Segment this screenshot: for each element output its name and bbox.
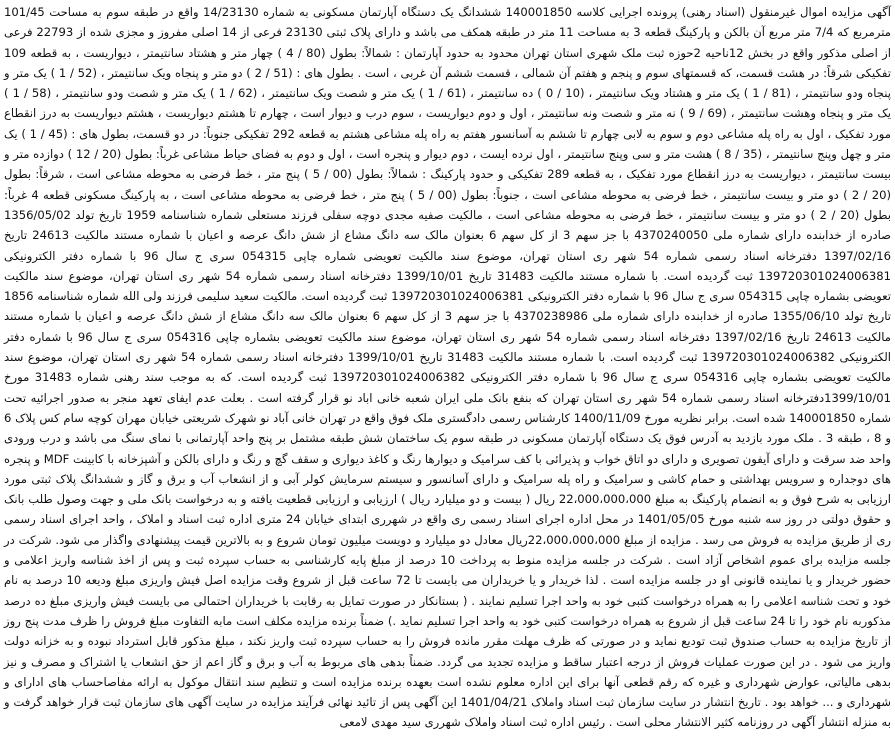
notice-body-text: آگهی مزایده اموال غیرمنقول (اسناد رهنی) پرونده اجرایی کلاسه 140001850 ششدانگ یک دستگاه آپارتمان مسکونی به شماره 14/23130 واقع در طبقه سوم به مساحت 101/45 مترمربع که 7/4 متر مربع آن بالکن و پارکینگ قطعه 3 به مساحت 11 متر در طبقه همکف می باشد و دارای پلاک ثبتی 23130 فرعی از 14 اصلی مفروز و مجزی شده از 22793 فرعی از اصلی مذکور واقع در بخش 12ناحیه 2حوزه ثبت ملک شهری استان تهران محدود به حدود آپارتمان : شمالاً: بطول (80 / 4 ) چهار متر و هشتاد سانتیمتر ، دیواریست ، به قطعه 109 تفکیکی شرقاً: در هشت قسمت، که قسمتهای سوم و پنجم و هفتم آن شمالی ، قسمت ششم آن غربی ، است . بطول های : (51 / 2 ) دو متر و پنجاه ویک سانتیمتر ، (52 / 1 ) یک متر و پنجاه ودو سانتیمتر ، (81 / 1 ) یک متر و هشتاد ویک سانتیمتر ، (10 / 0 ) ده سانتیمتر ، (61 / 1 ) یک متر و شصت ویک سانتیمتر ، (62 / 1 ) یک متر و شصت ودو سانتیمتر ، (58 / 1 ) یک متر و پنجاه وهشت سانتیمتر ، (69 / 9 ) نه متر و شصت ونه سانتیمتر ، اول و دوم دیواریست ، سوم درب و دیوار است ، چهارم تا هشتم دیواریست ، هشتم دیواریست به درز انقطاع مورد تفکیک ، اول به راه پله مشاعی دوم و سوم به لابی چهارم تا ششم به آسانسور هفتم به راه پله مشاعی هشتم به قطعه 292 تفکیکی جنوباً: در دو قسمت، بطول های : (45 / 1 ) یک متر و چهل وپنج سانتیمتر ، (35 / 8 ) هشت متر و سی وپنج سانتیمتر ، اول نرده ایست ، دوم دیوار و پنجره است ، اول و دوم به فضای حیاط مشاعی غرباً: بطول (20 / 12 ) دوازده متر و بیست سانتیمتر ، دیواریست به درز انقطاع مورد تفکیک ، به قطعه 289 تفکیکی و حدود پارکینگ : شمالاً: بطول (00 / 5 ) پنج متر ، خط فرضی به محوطه مشاعی است ، شرقاً: بطول (20 / 2 ) دو متر و بیست سانتیمتر ، خط فرضی به محوطه مشاعی است ، جنوباً: بطول (00 / 5 ) پنج متر ، خط فرضی به محوطه مشاعی است ، به پارکینگ مسکونی قطعه 4 غرباً: بطول (20 / 2 ) دو متر و بیست سانتیمتر ، خط فرضی به محوطه مشاعی است ، مالکیت صفیه مجدی دوچه سفلی فرزند مستعلی شماره شناسنامه 1959 تاریخ تولد 1356/05/02 صادره از خدابنده دارای شماره ملی 4370240050 با جز سهم 3 از کل سهم 6 بعنوان مالک سه دانگ مشاع از شش دانگ عرصه و اعیان با شماره مستند مالکیت 24613 تاریخ 1397/02/16 دفترخانه اسناد رسمی شماره 54 شهر ری استان تهران، موضوع سند مالکیت تعویضی شماره چاپی 054315 سری ج سال 96 با شماره دفتر الکترونیکی 139720301024006381 ثبت گردیده است. با شماره مستند مالکیت 31483 تاریخ 1399/10/01 دفترخانه اسناد رسمی شماره 54 شهر ری استان تهران، موضوع سند مالکیت تعویضی بشماره چاپی 054315 سری ج سال 96 با شماره دفتر الکترونیکی 139720301024006381 ثبت گردیده است. مالکیت سعید سلیمی فرزند ولی الله شماره شناسنامه 1856 تاریخ تولد 1355/06/10 صادره از خدابنده دارای شماره ملی 4370238986 با جز سهم 3 از کل سهم 6 بعنوان مالک سه دانگ مشاع از شش دانگ عرصه و اعیان با شماره مستند مالکیت 24613 تاریخ 1397/02/16 دفترخانه اسناد رسمی شماره 54 شهر ری استان تهران، موضوع سند مالکیت تعویضی بشماره چاپی 054316 سری ج سال 96 با شماره دفتر الکترونیکی 139720301024006382 ثبت گردیده است. با شماره مستند مالکیت 31483 تاریخ 1399/10/01 دفترخانه اسناد رسمی شماره 54 شهر ری استان تهران، موضوع سند مالکیت تعویضی بشماره چاپی 054316 سری ج سال 96 با شماره دفتر الکترونیکی 139720301024006382 ثبت گردیده است. که به موجب سند رهنی شماره 31483 مورخ 1399/10/01دفترخانه اسناد رسمی شماره 54 شهر ری استان تهران که بنفع بانک ملی ایران شعبه خانی اباد نو قرار گرفته است . بعلت عدم ایفای تعهد منجر به صدور اجرائیه تحت شماره 140001850 شده است. برابر نظریه مورخ 1400/11/09 کارشناس رسمی دادگستری ملک فوق واقع در تهران خانی آباد نو شهرک شریعتی خیابان مهران کوچه سام کس پلاک 6 و 8 ، طبقه 3 . ملک مورد بازدید به آدرس فوق یک دستگاه آپارتمان مسکونی در طبقه سوم یک ساختمان شش طبقه مشتمل بر پنج واحد آپارتمانی با نمای سنگ می باشد و درب ورودی واحد ضد سرقت و دارای آیفون تصویری و دارای دو اتاق خواب و پذیرائی با کف سرامیک و دیوارها رنگ و کاغذ دیواری و سقف گچ و رنگ و دارای بالکن و آشپزخانه با کابینت MDF و پنجره های دوجداره و سرویس بهداشتی و حمام کاشی و سرامیک و راه پله سرامیک و دارای آسانسور و سیستم سرمایش کولر آبی و از انشعاب آب و برق و گاز و ششدانگ پلاک ثبتی مورد ارزیابی به شرح فوق و به انضمام پارکینگ به مبلغ 22،000،000،000 ریال ( بیست و دو میلیارد ریال ) ارزیابی و ارزیابی قطعیت یافته و به درخواست بانک ملی و جهت وصول طلب بانک و حقوق دولتی در روز سه شنبه مورخ 1401/05/05 در محل اداره اجرای اسناد رسمی ری واقع در شهرری ابتدای خیابان 24 متری اداره ثبت اسناد و املاک ، واحد اجرای اسناد رسمی ری از طریق مزایده به فروش می رسد . مزایده از مبلغ 22،000،000،000ریال معادل دو میلیارد و دویست میلیون تومان شروع و به بالاترین قیمت پیشنهادی واگذار می شود. شرکت در جلسه مزایده برای عموم اشخاص آزاد است . شرکت در جلسه مزایده منوط به پرداخت 10 درصد از مبلغ پایه کارشناسی به حساب سپرده ثبت و پس از اخذ شناسه واریز اعلامی و حضور خریدار و یا نماینده قانونی او در جلسه مزایده است . لذا خریدار و یا خریداران می بایست تا 72 ساعت قبل از شروع وقت مزایده اصل فیش واریزی مبلغ ودیعه 10 درصد به نام خود و تحت شناسه اعلامی را به همراه درخواست کتبی خود به واحد اجرا تسلیم نمایند . ( بستانکار در صورت تمایل به رقابت با خریداران احتمالی می بایست فیش واریزی مبلغ ده درصد مذکوربه نام خود را تا 24 ساعت قبل از شروع به همراه درخواست کتبی خود به واحد اجرا تسلیم نماید .) ضمناً برنده مزایده مکلف است مابه التفاوت مبلغ فروش را ظرف مدت پنج روز از تاریخ مزایده به حساب صندوق ثبت تودیع نماید و در صورتی که ظرف مهلت مقرر مانده فروش را به حساب سپرده ثبت واریز نکند ، مبلغ مذکور قابل استرداد نبوده و به خزانه دولت واریز می شود . در این صورت عملیات فروش از درجه اعتبار ساقط و مزایده تجدید می گردد. ضمناً بدهی های مربوط به آب و برق و گاز اعم از حق انشعاب یا اشتراک و مصرف و نیز بدهی مالیاتی، عوارض شهرداری و غیره که رقم قطعی آنها برای این اداره معلوم نشده است بعهده برنده مزایده است و تنظیم سند انتقال موکول به ارائه مفاصاحساب های ادارای و شهرداری و ... خواهد بود . تاریخ انتشار در سایت سازمان ثبت اسناد واملاک 1401/04/21 این آگهی پس از تائید نهائی فرآیند مزایده در سایت آگهی های سازمان ثبت قرار خواهد گرفت و به منزله انتشار آگهی در روزنامه کثیر الانتشار محلی است . رئیس اداره ثبت اسناد واملاک شهرری سید مهدی لامعی [4, 5, 892, 730]
